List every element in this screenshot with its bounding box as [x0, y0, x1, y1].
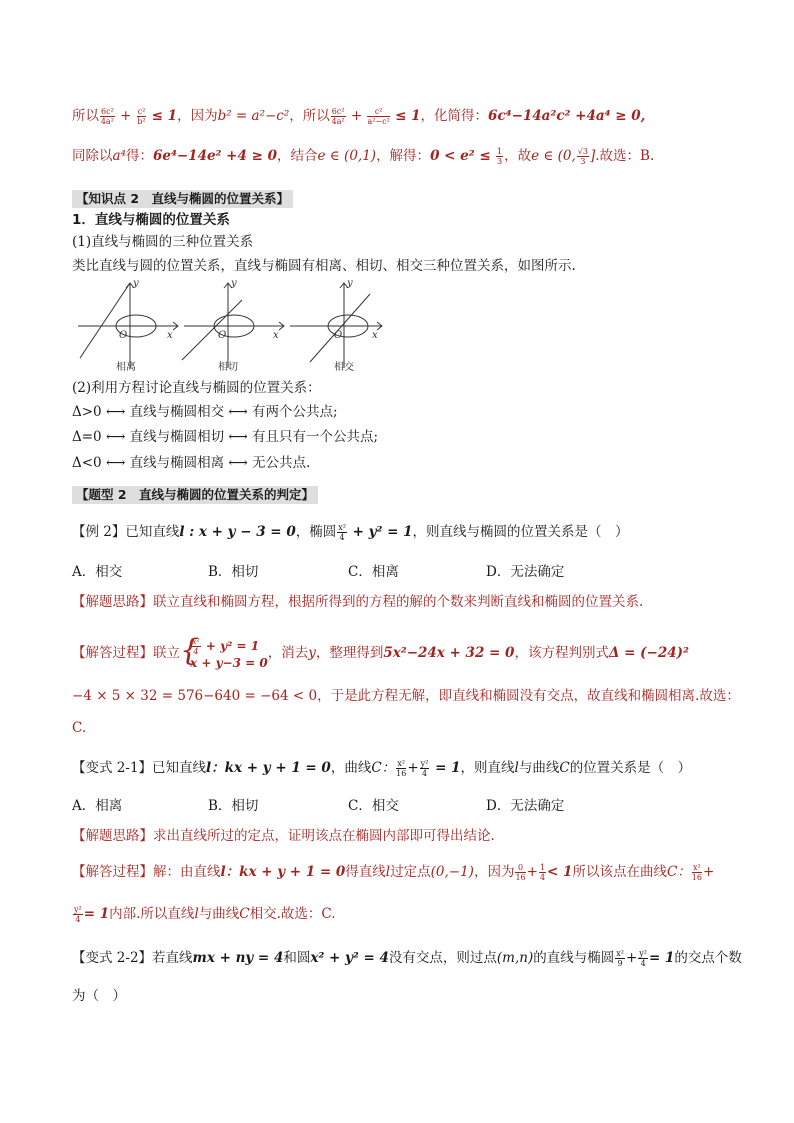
math: l：kx + y + 1 = 0	[220, 864, 346, 880]
rule-item: Δ=0 ⟷ 直线与椭圆相切 ⟷ 有且只有一个公共点;	[72, 429, 379, 445]
math: mx + ny = 4	[192, 950, 284, 966]
math: a⁴	[112, 148, 126, 164]
fraction: $\frac{\text{x²}}{16}$	[396, 759, 407, 778]
text: 得：	[125, 148, 153, 164]
text: 同除以	[72, 148, 113, 164]
math: e ∈ (0,1)	[317, 148, 377, 164]
text: 没有交点，则过点	[388, 950, 497, 966]
math: Δ = (−24)²	[608, 645, 689, 661]
option-b[interactable]: B．相切	[208, 798, 259, 814]
solution-line	[72, 904, 336, 924]
math: l	[385, 864, 391, 880]
subsection-title: (2)利用方程讨论直线与椭圆的位置关系：	[72, 380, 321, 396]
label: 【解答过程】	[72, 864, 153, 880]
variant-question: 【变式 2-1】已知直线l：kx + y + 1 = 0，曲线C： $\frac{\text{x²}}{16}$ + $\frac{\text{y²}}{4}$ = 1，则直线l与曲线C的位置关系是（ ）	[72, 759, 692, 778]
text: 解：由直线	[153, 864, 221, 880]
section-header: 【题型 2 直线与椭圆的位置关系的判定】	[72, 486, 318, 504]
example-question: 【例 2】已知直线l : x + y − 3 = 0，椭圆 $\frac{\text{x²}}{4}$ + y² = 1，则直线与椭圆的位置关系是（ ）	[72, 523, 629, 542]
math: 5x²−24x + 32 = 0	[383, 645, 515, 661]
math: ].	[589, 148, 600, 164]
math: C：	[371, 760, 396, 776]
option-a[interactable]: A．相交	[72, 564, 123, 580]
variant-question: 【变式 2-2】若直线mx + ny = 4和圆x² + y² = 4没有交点，则过点(m,n)的直线与椭圆 $\frac{\text{x²}}{9}$ + $\frac{\text{y²}}{4}$ = 1的交点个数	[72, 949, 742, 968]
text: 和圆	[283, 950, 311, 966]
fraction: $\frac{\text{y²}}{4}$	[639, 949, 647, 968]
text: ，则直线	[460, 760, 515, 776]
text: ，故	[504, 148, 532, 164]
fraction: $\frac{\text{x²}}{9}$	[616, 949, 624, 968]
text: 过定点	[390, 864, 431, 880]
ellipse-line-figure	[72, 278, 392, 373]
text: 故选：B.	[599, 148, 655, 164]
fraction: $\frac{\text{x²}}{4}$	[338, 523, 346, 542]
text: 得直线	[345, 864, 386, 880]
text: 联立直线和椭圆方程，根据所得到的方程的解的个数来判断直线和椭圆的位置关系.	[153, 594, 644, 610]
text: 相交.故选：C.	[249, 906, 336, 922]
math: y	[308, 645, 316, 661]
fraction: $\frac{√3}{3}$	[577, 147, 588, 166]
example-label: 【例 2】	[72, 524, 126, 540]
text: ，椭圆	[295, 524, 337, 540]
text: ，化简得：	[420, 108, 489, 124]
svg-text:y: y	[231, 278, 237, 289]
subsection-title: (1)直线与椭圆的三种位置关系	[72, 234, 254, 250]
math: 0 < e² ≤	[430, 148, 491, 164]
math: < 1	[547, 864, 573, 880]
solution-line-1: 所以 $\frac{\text{6c²}}{\text{4a²}}$ + $\frac{\text{c²}}{\text{b²}}$ ≤ 1，因为b² = a²−c²，所以 $\frac{\text{6c²}}{\text{4a²}}$ + $\frac{\text{c²}}{\text{a²−c²}}$ ≤ 1，化简得：6c⁴−14a²c² +4a⁴ ≥ 0,	[72, 107, 646, 126]
fraction: $\frac{\text{c²}}{\text{b²}}$	[137, 107, 146, 126]
fraction: $\frac{\text{6c²}}{\text{4a²}}$	[331, 107, 345, 126]
svg-text:y: y	[347, 278, 353, 289]
option-a[interactable]: A．相离	[72, 798, 123, 814]
math: l : x + y − 3 = 0	[179, 524, 296, 540]
equation-system: { $\frac{\text{x²}}{4}$ + y² = 1 x + y−3 = 0	[180, 637, 268, 671]
section-title: 1．直线与椭圆的位置关系	[72, 212, 230, 228]
text: 联立	[153, 645, 180, 661]
text: 内部.所以直线	[109, 906, 195, 922]
text: 的交点个数	[674, 950, 742, 966]
figure-label-separate: 相离	[116, 362, 136, 373]
text: 已知直线	[152, 760, 207, 776]
option-d[interactable]: D．无法确定	[486, 564, 565, 580]
figure-label-intersect: 相交	[334, 362, 354, 373]
math: 6e⁴−14e² +4 ≥ 0	[152, 148, 277, 164]
variant-question-line2: 为（ ）	[72, 988, 126, 1004]
math: l	[514, 760, 519, 776]
text: 所以该点在曲线	[572, 864, 667, 880]
options	[72, 560, 672, 580]
figure-label-tangent: 相切	[218, 362, 238, 373]
label: 【解答过程】	[72, 645, 153, 661]
fraction: $\frac{1}{4}$	[539, 863, 546, 882]
svg-text:x: x	[273, 330, 279, 341]
text: 若直线	[152, 950, 193, 966]
math: (0,−1)	[430, 864, 474, 880]
math: C	[239, 906, 250, 922]
text: ，整理得到	[315, 645, 384, 661]
math: l	[194, 906, 199, 922]
svg-text:y: y	[133, 278, 139, 289]
text: ，因为	[177, 108, 218, 124]
text: 求出直线所过的定点，证明该点在椭圆内部即可得出结论.	[153, 828, 495, 844]
math: x² + y² = 4	[310, 950, 389, 966]
svg-text:O: O	[334, 330, 343, 341]
options	[72, 794, 672, 814]
fraction: $\frac{\text{x²}}{16}$	[691, 863, 702, 882]
math: = 1	[83, 906, 110, 922]
rule-item: Δ<0 ⟷ 直线与椭圆相离 ⟷ 无公共点.	[72, 455, 311, 471]
svg-text:x: x	[372, 330, 378, 341]
text: ，解得：	[376, 148, 431, 164]
option-d[interactable]: D．无法确定	[486, 798, 565, 814]
math: = 1	[648, 950, 675, 966]
option-b[interactable]: B．相切	[208, 564, 259, 580]
label: 【解题思路】	[72, 594, 153, 610]
math: e ∈ (0,	[531, 148, 576, 164]
math: (m,n)	[496, 950, 534, 966]
text: 的位置关系是（ ）	[569, 760, 692, 776]
math: C：	[666, 864, 691, 880]
text: 与曲线	[518, 760, 560, 776]
text: ，结合	[276, 148, 318, 164]
text: ，曲线	[330, 760, 372, 776]
solution-process	[72, 636, 689, 670]
math: 6c⁴−14a²c² +4a⁴ ≥ 0,	[488, 108, 646, 124]
variant-label: 【变式 2-2】	[72, 950, 153, 966]
solution-line: C.	[72, 720, 87, 736]
text: ，消去	[267, 645, 309, 661]
text: ，因为	[473, 864, 515, 880]
label: 【解题思路】	[72, 828, 153, 844]
text: 与曲线	[198, 906, 240, 922]
solution-line-2	[72, 146, 654, 166]
section-header: 【知识点 2 直线与椭圆的位置关系】	[72, 190, 293, 208]
fraction: $\frac{1}{3}$	[496, 147, 503, 166]
text: 所以	[72, 108, 99, 124]
math: l：kx + y + 1 = 0	[206, 760, 331, 776]
paragraph: 类比直线与圆的位置关系，直线与椭圆有相离、相切、相交三种位置关系，如图所示.	[72, 258, 576, 274]
option-c[interactable]: C．相交	[348, 798, 399, 814]
text: ，该方程判别式	[514, 645, 609, 661]
text: 的直线与椭圆	[533, 950, 615, 966]
solution-idea	[72, 592, 643, 612]
solution-line: −4 × 5 × 32 = 576−640 = −64 < 0，于是此方程无解，即直线和椭圆没有交点，故直线和椭圆相离.故选：	[72, 688, 740, 704]
text: 已知直线	[125, 524, 180, 540]
math: C	[559, 760, 570, 776]
fraction: $\frac{\text{y²}}{4}$	[74, 905, 82, 924]
text: ，则直线与椭圆的位置关系是（ ）	[412, 524, 629, 540]
solution-idea	[72, 826, 495, 846]
text: ，所以	[289, 108, 330, 124]
rule-item: Δ>0 ⟷ 直线与椭圆相交 ⟷ 有两个公共点;	[72, 404, 338, 420]
svg-text:O: O	[218, 330, 227, 341]
solution-process: 【解答过程】解：由直线l：kx + y + 1 = 0得直线l过定点(0,−1)，因为 $\frac{0}{16}$ + $\frac{1}{4}$ < 1所以该点在曲线C： $\frac{\text{x²}}{16}$ +	[72, 863, 715, 882]
fraction: $\frac{\text{c²}}{\text{a²−c²}}$	[367, 107, 390, 126]
option-c[interactable]: C．相离	[348, 564, 399, 580]
fraction: $\frac{\text{y²}}{4}$	[420, 759, 429, 778]
variant-label: 【变式 2-1】	[72, 760, 153, 776]
svg-text:x: x	[167, 330, 173, 341]
svg-text:O: O	[119, 330, 128, 341]
fraction: $\frac{\text{6c²}}{\text{4a²}}$	[100, 107, 114, 126]
fraction: $\frac{0}{16}$	[515, 863, 526, 882]
